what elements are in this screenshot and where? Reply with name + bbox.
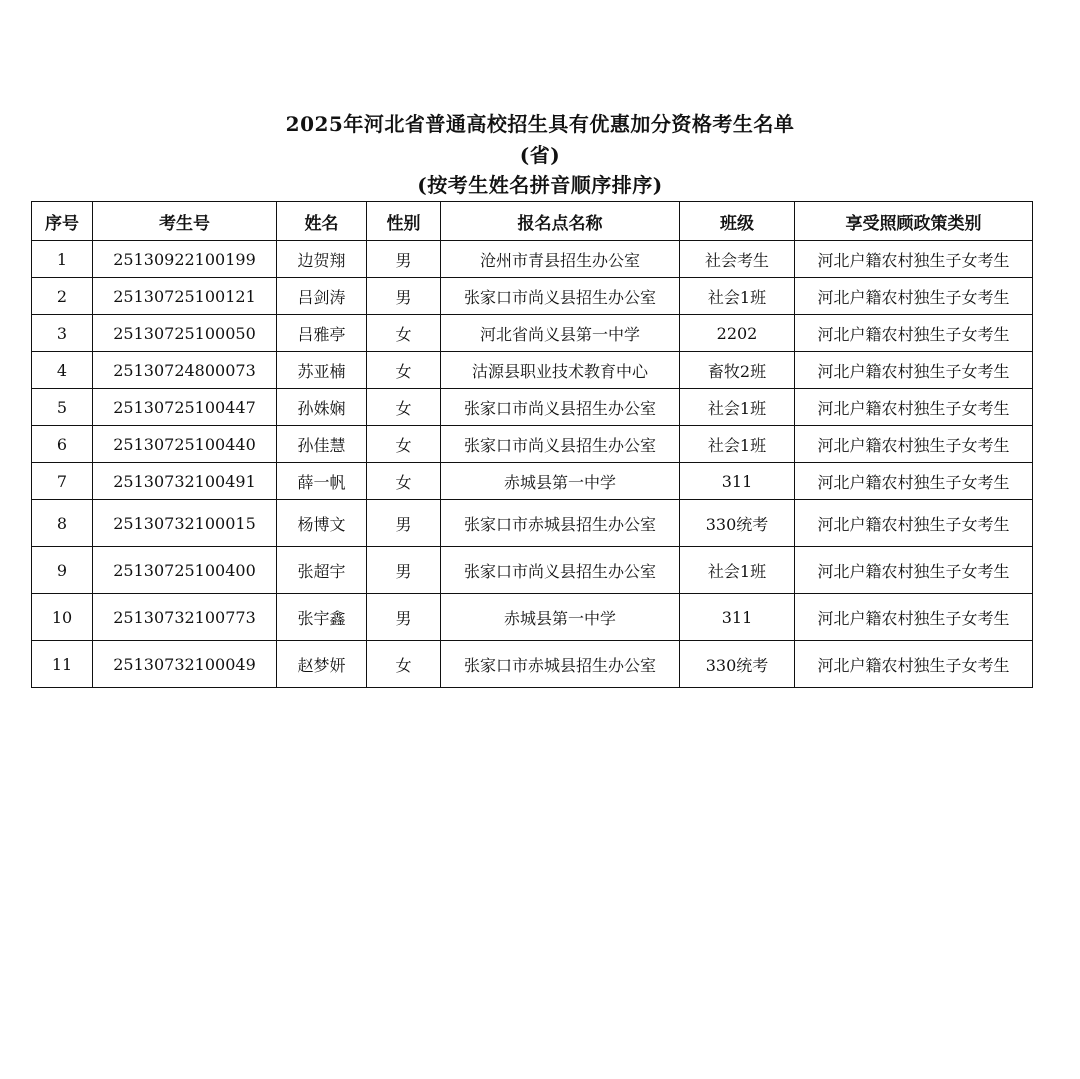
cell-registration-site: 张家口市尚义县招生办公室 xyxy=(441,426,680,463)
cell-gender: 女 xyxy=(367,463,441,500)
table-row xyxy=(32,315,1033,352)
title-province: (省) xyxy=(519,143,561,167)
header-registration-site: 报名点名称 xyxy=(441,202,680,241)
cell-candidate-number: 25130725100121 xyxy=(93,278,277,315)
cell-name: 杨博文 xyxy=(277,500,367,547)
cell-index: 9 xyxy=(32,547,93,594)
cell-policy-category: 河北户籍农村独生子女考生 xyxy=(795,315,1033,352)
table-row xyxy=(32,500,1033,547)
cell-name: 苏亚楠 xyxy=(277,352,367,389)
table-row xyxy=(32,641,1033,688)
cell-candidate-number: 25130732100773 xyxy=(93,594,277,641)
cell-index: 8 xyxy=(32,500,93,547)
cell-index: 7 xyxy=(32,463,93,500)
cell-class: 社会1班 xyxy=(680,426,795,463)
header-index: 序号 xyxy=(32,202,93,241)
table-row xyxy=(32,594,1033,641)
cell-class: 社会1班 xyxy=(680,389,795,426)
cell-policy-category: 河北户籍农村独生子女考生 xyxy=(795,641,1033,688)
cell-registration-site: 张家口市尚义县招生办公室 xyxy=(441,547,680,594)
cell-gender: 女 xyxy=(367,352,441,389)
cell-index: 5 xyxy=(32,389,93,426)
cell-gender: 男 xyxy=(367,241,441,278)
table-row xyxy=(32,352,1033,389)
cell-registration-site: 沧州市青县招生办公室 xyxy=(441,241,680,278)
cell-gender: 女 xyxy=(367,389,441,426)
cell-name: 张宇鑫 xyxy=(277,594,367,641)
candidate-table xyxy=(31,201,1033,688)
cell-candidate-number: 25130732100049 xyxy=(93,641,277,688)
header-class: 班级 xyxy=(680,202,795,241)
cell-name: 吕剑涛 xyxy=(277,278,367,315)
cell-registration-site: 张家口市尚义县招生办公室 xyxy=(441,389,680,426)
cell-index: 10 xyxy=(32,594,93,641)
cell-index: 11 xyxy=(32,641,93,688)
cell-policy-category: 河北户籍农村独生子女考生 xyxy=(795,278,1033,315)
cell-gender: 男 xyxy=(367,500,441,547)
cell-name: 孙佳慧 xyxy=(277,426,367,463)
cell-class: 2202 xyxy=(680,315,795,352)
cell-candidate-number: 25130922100199 xyxy=(93,241,277,278)
document-title xyxy=(0,108,1080,200)
cell-policy-category: 河北户籍农村独生子女考生 xyxy=(795,426,1033,463)
cell-registration-site: 沽源县职业技术教育中心 xyxy=(441,352,680,389)
cell-name: 孙姝娴 xyxy=(277,389,367,426)
cell-name: 张超宇 xyxy=(277,547,367,594)
cell-class: 311 xyxy=(680,463,795,500)
cell-gender: 男 xyxy=(367,278,441,315)
cell-class: 社会1班 xyxy=(680,278,795,315)
cell-class: 畜牧2班 xyxy=(680,352,795,389)
cell-candidate-number: 25130725100447 xyxy=(93,389,277,426)
cell-policy-category: 河北户籍农村独生子女考生 xyxy=(795,594,1033,641)
cell-policy-category: 河北户籍农村独生子女考生 xyxy=(795,389,1033,426)
cell-name: 边贺翔 xyxy=(277,241,367,278)
cell-class: 311 xyxy=(680,594,795,641)
cell-candidate-number: 25130725100050 xyxy=(93,315,277,352)
table-header-row xyxy=(32,202,1033,241)
cell-policy-category: 河北户籍农村独生子女考生 xyxy=(795,352,1033,389)
table-row xyxy=(32,241,1033,278)
cell-gender: 男 xyxy=(367,594,441,641)
table-row xyxy=(32,426,1033,463)
cell-gender: 女 xyxy=(367,426,441,463)
cell-index: 2 xyxy=(32,278,93,315)
cell-registration-site: 河北省尚义县第一中学 xyxy=(441,315,680,352)
cell-policy-category: 河北户籍农村独生子女考生 xyxy=(795,463,1033,500)
cell-candidate-number: 25130724800073 xyxy=(93,352,277,389)
cell-class: 330统考 xyxy=(680,641,795,688)
cell-index: 6 xyxy=(32,426,93,463)
cell-registration-site: 张家口市赤城县招生办公室 xyxy=(441,500,680,547)
header-candidate-number: 考生号 xyxy=(93,202,277,241)
cell-registration-site: 赤城县第一中学 xyxy=(441,463,680,500)
cell-index: 4 xyxy=(32,352,93,389)
table-row xyxy=(32,278,1033,315)
cell-candidate-number: 25130725100440 xyxy=(93,426,277,463)
cell-class: 社会1班 xyxy=(680,547,795,594)
cell-registration-site: 赤城县第一中学 xyxy=(441,594,680,641)
cell-class: 330统考 xyxy=(680,500,795,547)
cell-gender: 女 xyxy=(367,641,441,688)
cell-policy-category: 河北户籍农村独生子女考生 xyxy=(795,241,1033,278)
header-policy-category: 享受照顾政策类别 xyxy=(795,202,1033,241)
cell-index: 1 xyxy=(32,241,93,278)
cell-index: 3 xyxy=(32,315,93,352)
cell-registration-site: 张家口市尚义县招生办公室 xyxy=(441,278,680,315)
cell-gender: 男 xyxy=(367,547,441,594)
cell-class: 社会考生 xyxy=(680,241,795,278)
cell-gender: 女 xyxy=(367,315,441,352)
title-sort-note: (按考生姓名拼音顺序排序) xyxy=(417,173,663,197)
table-row xyxy=(32,389,1033,426)
cell-candidate-number: 25130725100400 xyxy=(93,547,277,594)
table-row xyxy=(32,547,1033,594)
cell-registration-site: 张家口市赤城县招生办公室 xyxy=(441,641,680,688)
cell-candidate-number: 25130732100015 xyxy=(93,500,277,547)
table-row xyxy=(32,463,1033,500)
cell-name: 赵梦妍 xyxy=(277,641,367,688)
cell-policy-category: 河北户籍农村独生子女考生 xyxy=(795,500,1033,547)
cell-policy-category: 河北户籍农村独生子女考生 xyxy=(795,547,1033,594)
cell-name: 薛一帆 xyxy=(277,463,367,500)
title-main: 2025年河北省普通高校招生具有优惠加分资格考生名单 xyxy=(285,112,795,136)
header-name: 姓名 xyxy=(277,202,367,241)
cell-candidate-number: 25130732100491 xyxy=(93,463,277,500)
header-gender: 性别 xyxy=(367,202,441,241)
cell-name: 吕雅亭 xyxy=(277,315,367,352)
